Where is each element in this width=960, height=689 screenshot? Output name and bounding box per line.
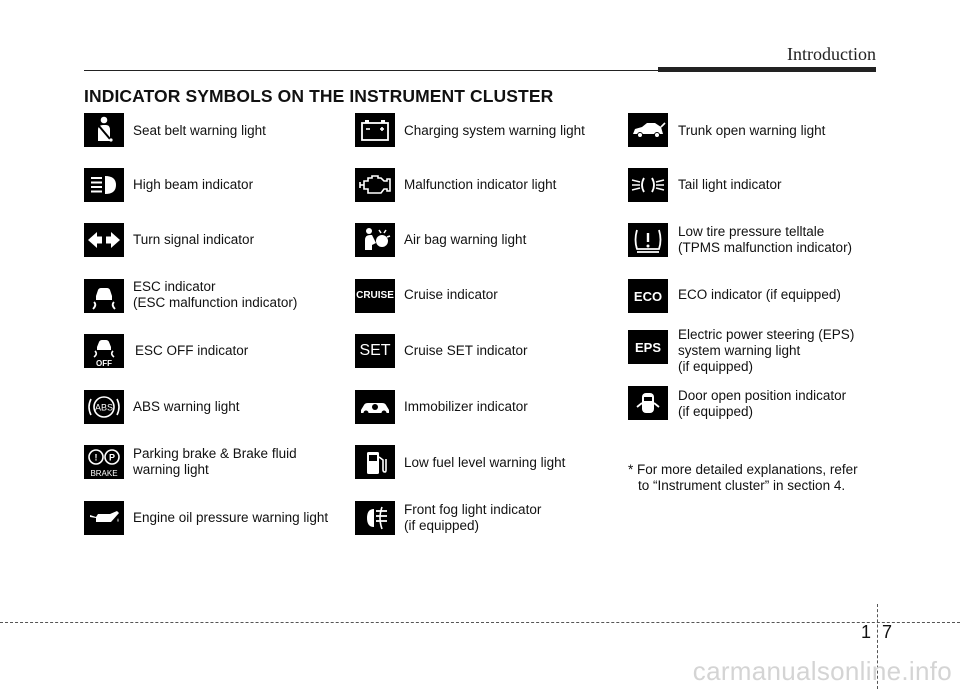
cruise-text: CRUISE — [356, 290, 394, 301]
indicator-label: Low fuel level warning light — [404, 455, 566, 470]
fog-light-icon — [355, 501, 395, 535]
eps-icon — [628, 330, 668, 364]
high-beam-icon — [84, 168, 124, 202]
indicator-label: Door open position indicator (if equipped) — [678, 388, 847, 419]
page-title: INDICATOR SYMBOLS ON THE INSTRUMENT CLUSTER — [84, 86, 554, 106]
brake-icon — [84, 445, 124, 479]
svg-text:!: ! — [94, 452, 98, 463]
airbag-icon — [355, 223, 395, 257]
esc-icon — [84, 279, 124, 313]
tpms-icon — [628, 223, 668, 257]
header-rule-thin — [84, 70, 660, 71]
indicator-label: Low tire pressure telltale (TPMS malfunction indicator) — [678, 224, 853, 255]
eps-text: EPS — [634, 339, 661, 355]
page-number: 7 — [882, 622, 893, 642]
footnote-line-2: to “Instrument cluster” in section 4. — [638, 478, 846, 493]
indicator-label: ESC indicator (ESC malfunction indicator) — [133, 279, 298, 310]
indicator-label: Front fog light indicator (if equipped) — [404, 502, 542, 533]
section-title: Introduction — [787, 44, 876, 64]
esc-off-icon — [84, 334, 124, 368]
header-rule-thick — [658, 67, 876, 72]
eco-text: ECO — [633, 288, 663, 304]
indicator-label: ECO indicator (if equipped) — [678, 287, 841, 302]
indicator-label: Seat belt warning light — [133, 123, 266, 138]
indicator-label: Charging system warning light — [404, 123, 585, 138]
seat-belt-icon — [84, 113, 124, 147]
esc-off-text: OFF — [96, 359, 112, 368]
svg-text:P: P — [108, 452, 116, 463]
tail-light-icon — [628, 168, 668, 202]
indicator-label: Cruise SET indicator — [404, 343, 528, 358]
fuel-icon — [355, 445, 395, 479]
battery-icon — [355, 113, 395, 147]
indicator-label: Cruise indicator — [404, 287, 498, 302]
indicator-label: Air bag warning light — [404, 232, 527, 247]
indicator-label: Tail light indicator — [678, 177, 782, 192]
cruise-set-text: SET — [359, 342, 391, 359]
door-open-icon — [628, 386, 668, 420]
watermark: carmanualsonline.info — [692, 656, 952, 686]
footer-dash-line — [0, 622, 960, 623]
indicator-label: ABS warning light — [133, 399, 240, 414]
indicator-label: Malfunction indicator light — [404, 177, 557, 192]
indicator-label: Turn signal indicator — [133, 232, 255, 247]
eco-icon — [628, 279, 668, 313]
turn-signal-icon — [84, 223, 124, 257]
footnote-line-1: * For more detailed explanations, refer — [628, 462, 858, 477]
chapter-number: 1 — [861, 622, 872, 642]
immobilizer-icon — [355, 390, 395, 424]
indicator-label: Engine oil pressure warning light — [133, 510, 329, 525]
indicator-label: Trunk open warning light — [678, 123, 826, 138]
indicator-label: High beam indicator — [133, 177, 254, 192]
abs-icon — [84, 390, 124, 424]
oil-pressure-icon — [84, 501, 124, 535]
cruise-set-icon — [355, 334, 395, 368]
abs-text: ABS — [94, 402, 114, 413]
cruise-icon — [355, 279, 395, 313]
indicator-label: ESC OFF indicator — [135, 343, 249, 358]
indicator-label: Electric power steering (EPS) system warning light (if equipped) — [678, 327, 855, 374]
indicator-label: Immobilizer indicator — [404, 399, 528, 414]
engine-icon — [355, 168, 395, 202]
brake-text: BRAKE — [90, 469, 118, 478]
trunk-icon — [628, 113, 668, 147]
footnote — [628, 462, 878, 494]
indicator-label: Parking brake & Brake fluid warning light — [133, 446, 297, 477]
